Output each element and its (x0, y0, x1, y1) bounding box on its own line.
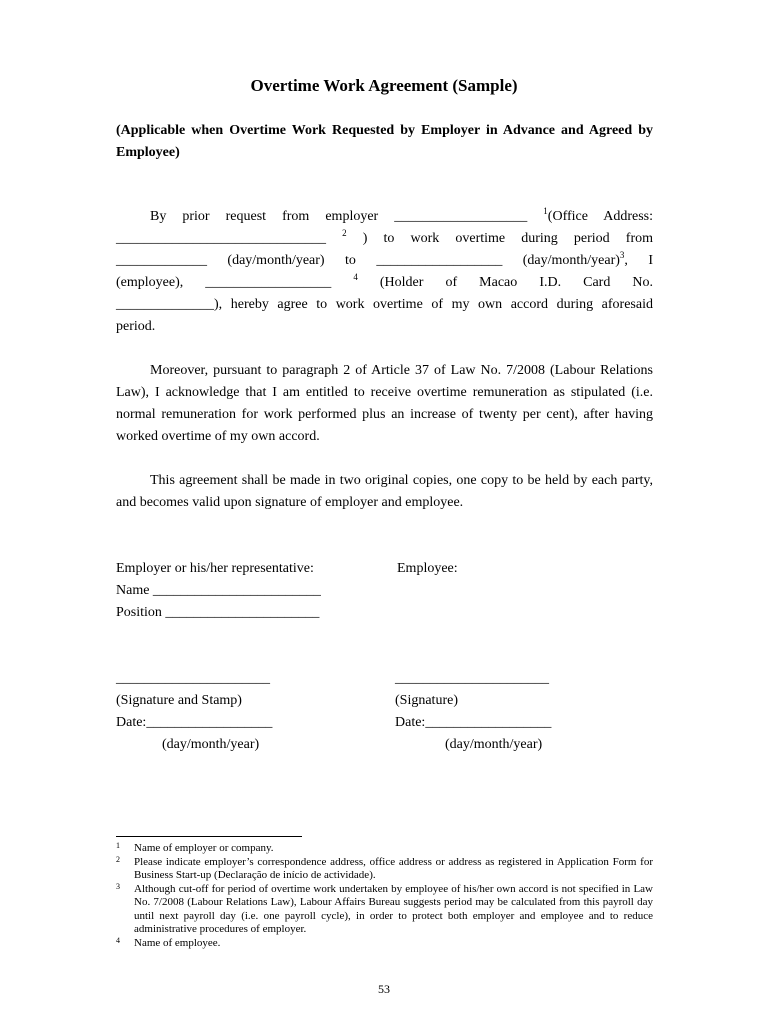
employer-date-format: (day/month/year) (162, 737, 260, 752)
employer-date-field: Date:__________________ (116, 715, 273, 730)
signature-label: (Signature) (395, 693, 458, 708)
paragraph-line: ______________), hereby agree to work overtime of my own accord during aforesaid (116, 297, 653, 312)
document-title: Overtime Work Agreement (Sample) (250, 76, 518, 95)
footnote-3: 3 Although cut-off for period of overtime work undertaken by employee of his/her own accord is not specified in Law No. 7/2008 (Labour Relations Law), Labour Affairs Bureau suggests period may be calculated from this payroll day until next payroll day (i.e. one payroll cycle), in order to protect both employer and employee and to reduce administrative procedures of employer. (116, 881, 653, 935)
signature-stamp-label: (Signature and Stamp) (116, 693, 242, 708)
footnotes (116, 842, 653, 950)
footnote-separator (116, 836, 302, 837)
paragraph-line: period. (116, 319, 156, 334)
employee-signature-line: ______________________ (395, 671, 549, 686)
employer-name-field: Name ________________________ (116, 583, 321, 598)
paragraph-line: By prior request from employer ___________________ $^1$(Office Address: (150, 206, 653, 224)
paragraph-copies: This agreement shall be made in two original copies, one copy to be held by each party, and becomes valid upon signature of employer and employee. (116, 473, 653, 510)
footnote-ref-3: 3 (619, 250, 625, 260)
paragraph-line: _____________ (day/month/year) to __________________ (day/month/year)$^3$, I (116, 250, 653, 268)
footnote-1: 1 Name of employer or company. (116, 841, 274, 854)
employee-label: Employee: (397, 561, 458, 576)
page-number: 53 (378, 982, 390, 996)
paragraph-line: (employee), __________________ $^4$ (Holder of Macao I.D. Card No. (116, 272, 653, 290)
footnote-4: 4 Name of employee. (116, 935, 221, 949)
employer-signature-line: ______________________ (116, 671, 270, 686)
paragraph-remuneration: Moreover, pursuant to paragraph 2 of Article 37 of Law No. 7/2008 (Labour Relations Law), I acknowledge that I am entitled to receive overtime remuneration as stipulated (i.e. normal remuneration for work performed plus an increase of twenty per cent), after having worked overtime of my own accord. (116, 363, 653, 444)
document-subtitle: (Applicable when Overtime Work Requested by Employer in Advance and Agreed by Employee) (116, 123, 653, 160)
employer-label: Employer or his/her representative: (116, 561, 314, 576)
footnote-2: 2 Please indicate employer’s correspondence address, office address or address as registered in Application Form for Business Start-up (Declaração de início de actividade). (116, 854, 653, 881)
paragraph-line: ______________________________ $^2$ ) to work overtime during period from (116, 228, 653, 246)
paragraph-agreement (116, 206, 653, 338)
footnote-ref-1: 1 (543, 206, 548, 216)
employee-date-field: Date:__________________ (395, 715, 552, 730)
employee-date-format: (day/month/year) (445, 737, 543, 752)
footnote-ref-4: 4 (353, 272, 358, 282)
footnote-ref-2: 2 (342, 228, 347, 238)
employer-position-field: Position ______________________ (116, 605, 320, 620)
